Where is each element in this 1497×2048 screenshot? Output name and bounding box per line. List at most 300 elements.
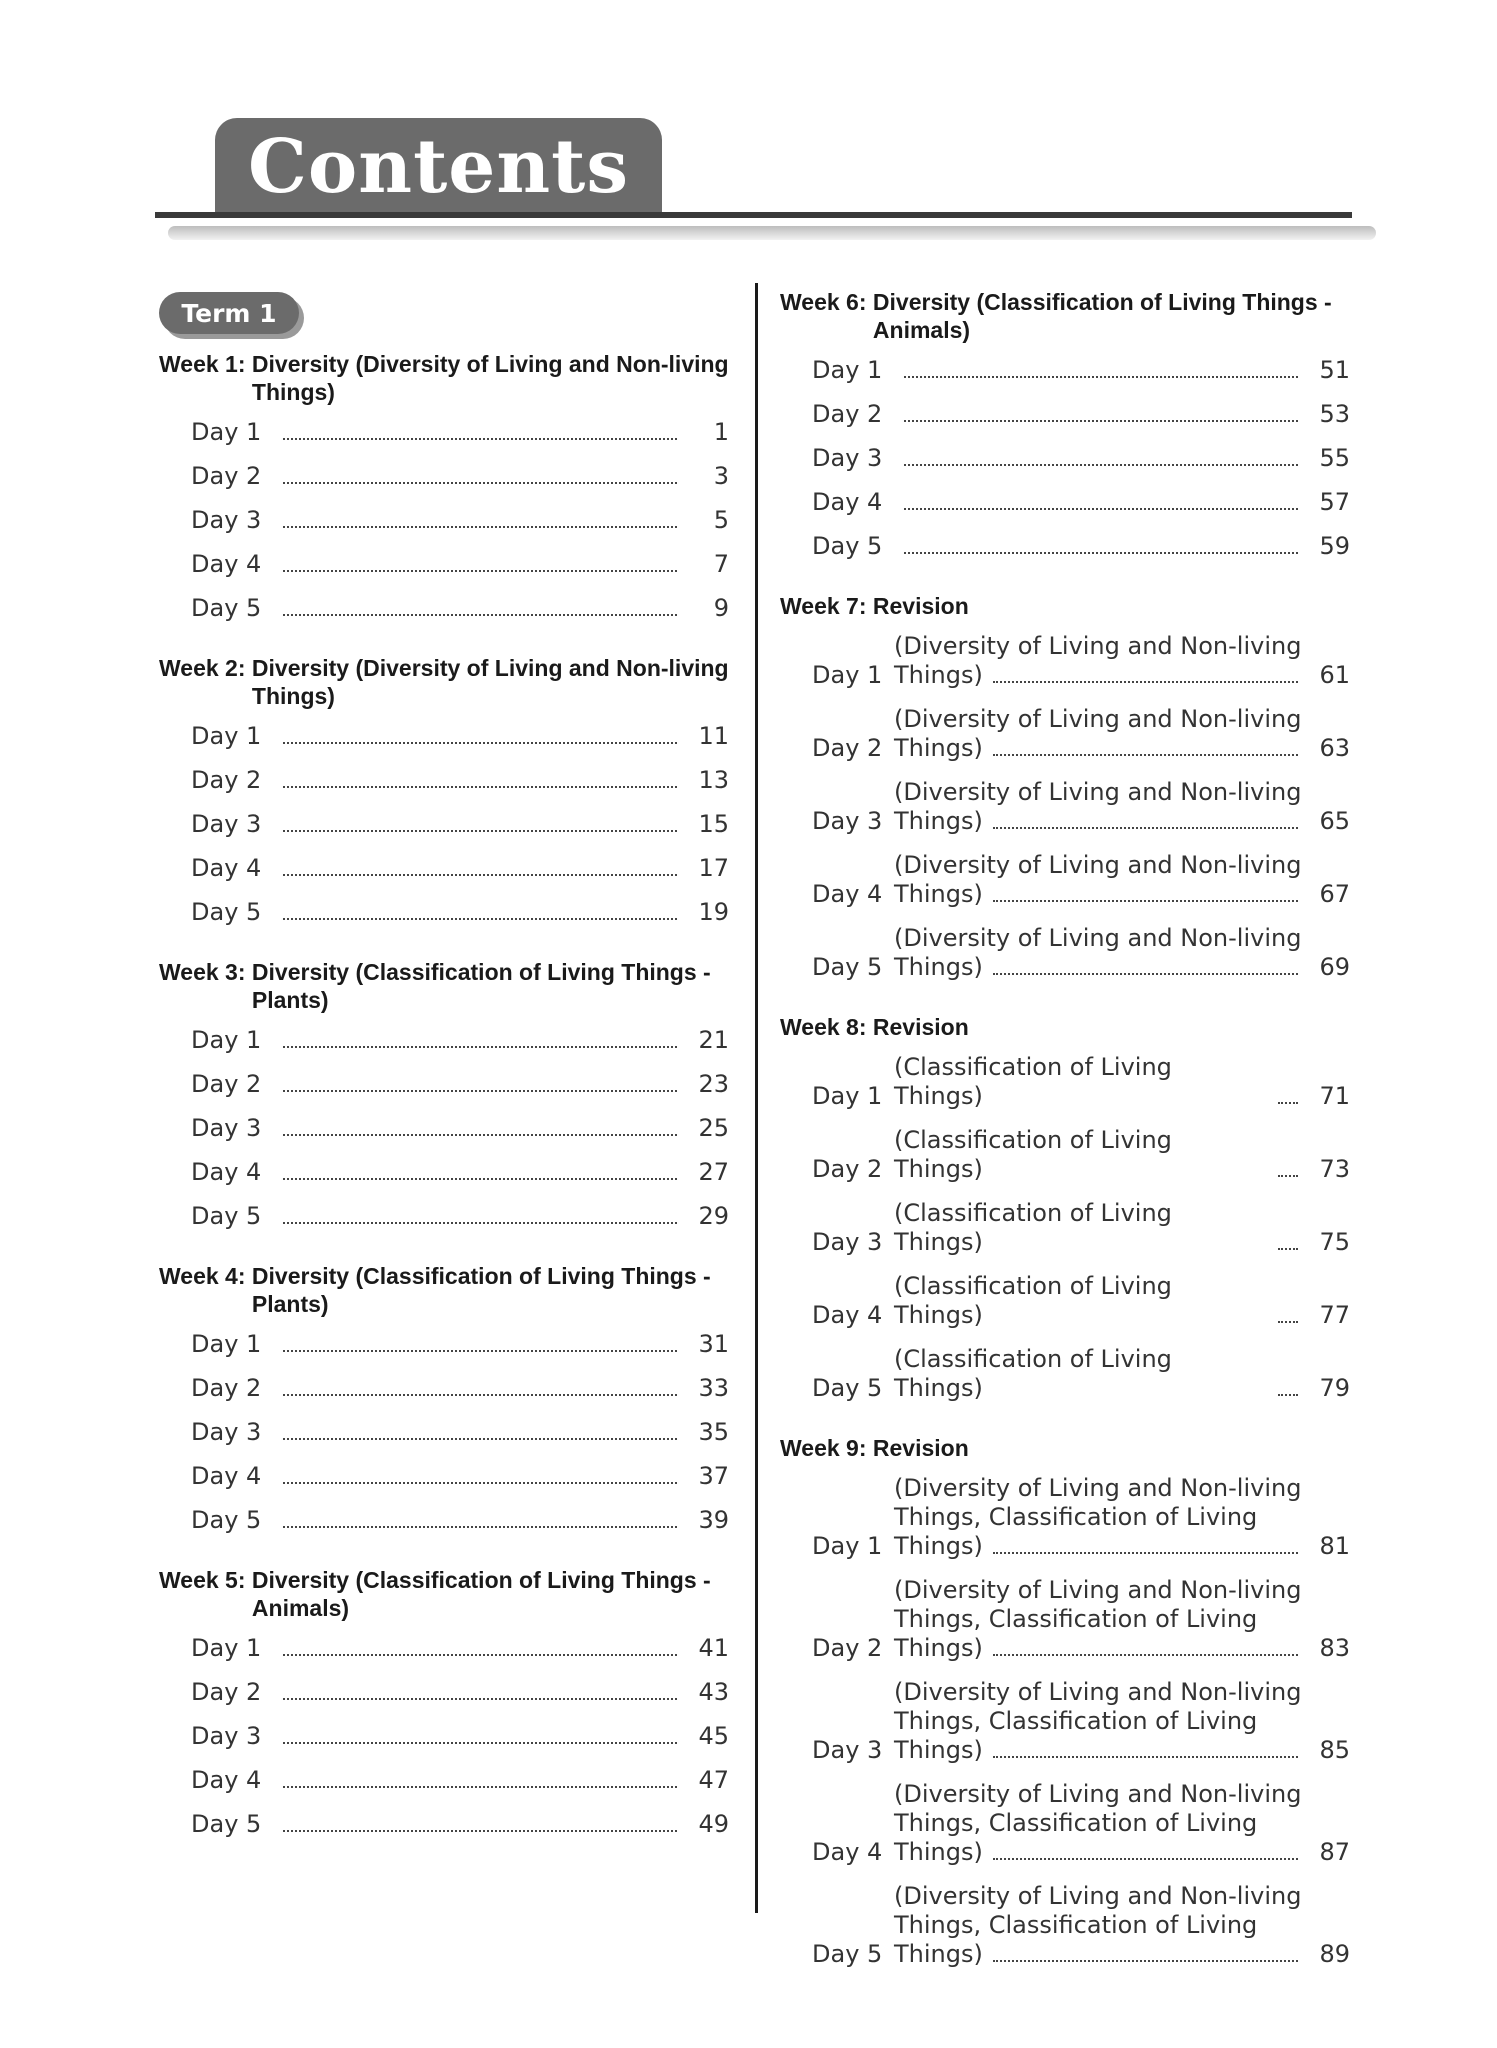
- toc-entry-text: (Diversity of Living and Non-living: [894, 1882, 1302, 1910]
- toc-entry-text: Things): [894, 1838, 983, 1866]
- toc-page-number: 21: [698, 1026, 729, 1054]
- week-label: Week 7:: [780, 593, 867, 619]
- toc-day-label: Day 1: [812, 1532, 883, 1560]
- toc-page-number: 49: [698, 1810, 729, 1838]
- page-title: Contents: [248, 124, 629, 210]
- dot-leader: [904, 376, 1298, 378]
- dot-leader: [283, 1786, 677, 1788]
- toc-day-label: Day 4: [812, 880, 883, 908]
- toc-page-number: 89: [1319, 1940, 1350, 1968]
- toc-entry[interactable]: [812, 1199, 1350, 1257]
- toc-entry-body: [894, 356, 1350, 385]
- week-heading: [159, 1566, 729, 1622]
- toc-page-number: 71: [1319, 1082, 1350, 1110]
- week-section: [159, 1566, 729, 1839]
- dot-leader: [993, 1756, 1298, 1758]
- toc-entry-body: [273, 722, 729, 751]
- toc-page-number: 33: [698, 1374, 729, 1402]
- toc-entry-last-line: [894, 953, 1350, 982]
- toc-entry[interactable]: [191, 462, 729, 491]
- toc-entry-text: Things): [894, 734, 983, 762]
- toc-entry-text: Things): [894, 1940, 983, 1968]
- toc-entry-list: [159, 722, 729, 927]
- toc-entry-body: [894, 705, 1350, 763]
- toc-entry[interactable]: [812, 924, 1350, 982]
- dot-leader: [1278, 1102, 1298, 1104]
- dot-leader: [283, 1350, 677, 1352]
- toc-entry[interactable]: [191, 1810, 729, 1839]
- toc-day-label: Day 5: [191, 594, 262, 622]
- toc-day-label: Day 1: [812, 661, 883, 689]
- week-heading: [159, 958, 729, 1014]
- week-label: Week 8:: [780, 1014, 867, 1040]
- toc-entry[interactable]: [191, 1634, 729, 1663]
- toc-entry[interactable]: [191, 722, 729, 751]
- week-title-text: Diversity (Classification of Living Things - Animals): [872, 289, 1332, 343]
- toc-entry-body: [894, 1882, 1350, 1969]
- toc-entry[interactable]: [812, 778, 1350, 836]
- toc-entry-text: Things): [894, 880, 983, 908]
- toc-entry-body: [894, 1576, 1350, 1663]
- toc-day-label: Day 2: [812, 400, 883, 428]
- dot-leader: [993, 900, 1298, 902]
- toc-entry-body: [894, 1345, 1350, 1403]
- week-heading: [780, 592, 1350, 620]
- toc-entry-text: (Classification of Living Things): [894, 1199, 1172, 1256]
- toc-entry-body: [273, 418, 729, 447]
- toc-entry[interactable]: [191, 1202, 729, 1231]
- dot-leader: [993, 827, 1298, 829]
- toc-day-label: Day 5: [812, 1374, 883, 1402]
- week-label: Week 5:: [159, 1567, 246, 1593]
- toc-entry-last-line: [894, 1838, 1350, 1867]
- dot-leader: [283, 1698, 677, 1700]
- toc-entry-body: [273, 550, 729, 579]
- toc-day-label: Day 1: [191, 1634, 262, 1662]
- toc-entry-text: (Diversity of Living and Non-living: [894, 705, 1302, 733]
- toc-entry-list: [159, 418, 729, 623]
- toc-day-label: Day 3: [812, 1228, 883, 1256]
- toc-entry-body: [273, 810, 729, 839]
- toc-entry[interactable]: [191, 1678, 729, 1707]
- dot-leader: [904, 552, 1298, 554]
- toc-entry-list: [159, 1330, 729, 1535]
- dot-leader: [993, 973, 1298, 975]
- toc-entry[interactable]: [812, 356, 1350, 385]
- toc-entry[interactable]: [812, 400, 1350, 429]
- toc-page-number: 5: [713, 506, 729, 534]
- dot-leader: [283, 1134, 677, 1136]
- toc-entry-body: [273, 462, 729, 491]
- dot-leader: [283, 874, 677, 876]
- toc-entry-body: [273, 898, 729, 927]
- toc-day-label: Day 1: [812, 1082, 883, 1110]
- week-title-text: Diversity (Diversity of Living and Non-living Things): [251, 351, 729, 405]
- toc-day-label: Day 5: [812, 532, 883, 560]
- toc-entry-body: [273, 1114, 729, 1143]
- toc-page-number: 47: [698, 1766, 729, 1794]
- dot-leader: [993, 1960, 1298, 1962]
- week-section: [159, 350, 729, 623]
- toc-entry-text: (Classification of Living Things): [894, 1345, 1172, 1402]
- toc-page-number: 65: [1319, 807, 1350, 835]
- toc-entry[interactable]: [812, 1780, 1350, 1867]
- dot-leader: [283, 1178, 677, 1180]
- toc-entry-body: [273, 1678, 729, 1707]
- toc-entry-body: [894, 1780, 1350, 1867]
- dot-leader: [283, 830, 677, 832]
- toc-day-label: Day 5: [191, 1506, 262, 1534]
- toc-entry-last-line: [894, 1634, 1350, 1663]
- toc-entry[interactable]: [191, 854, 729, 883]
- toc-page-number: 25: [698, 1114, 729, 1142]
- week-title-text: Revision: [872, 1014, 969, 1040]
- week-heading: [780, 1013, 1350, 1041]
- toc-page-number: 55: [1319, 444, 1350, 472]
- toc-entry-body: [894, 632, 1350, 690]
- dot-leader: [283, 742, 677, 744]
- toc-day-label: Day 3: [191, 506, 262, 534]
- toc-page-number: 73: [1319, 1155, 1350, 1183]
- toc-entry[interactable]: [812, 1345, 1350, 1403]
- dot-leader: [904, 420, 1298, 422]
- week-title-text: Diversity (Classification of Living Things - Plants): [251, 1263, 711, 1317]
- toc-entry[interactable]: [191, 1374, 729, 1403]
- week-label: Week 2:: [159, 655, 246, 681]
- title-rule: [155, 212, 1352, 218]
- toc-page-number: 81: [1319, 1532, 1350, 1560]
- toc-day-label: Day 3: [812, 444, 883, 472]
- toc-entry-text: Things): [894, 1532, 983, 1560]
- title-shadow: [168, 226, 1376, 240]
- toc-entry-body: [273, 506, 729, 535]
- toc-page-number: 39: [698, 1506, 729, 1534]
- toc-page-number: 35: [698, 1418, 729, 1446]
- toc-entry-text: (Diversity of Living and Non-living: [894, 1678, 1302, 1706]
- week-heading: [159, 350, 729, 406]
- week-section: [780, 288, 1350, 561]
- toc-day-label: Day 1: [812, 356, 883, 384]
- toc-entry-text: Things): [894, 953, 983, 981]
- toc-entry[interactable]: [191, 1462, 729, 1491]
- toc-entry-body: [273, 1766, 729, 1795]
- dot-leader: [1278, 1321, 1298, 1323]
- dot-leader: [283, 482, 677, 484]
- toc-page-number: 15: [698, 810, 729, 838]
- toc-entry-text: (Diversity of Living and Non-living: [894, 778, 1302, 806]
- toc-day-label: Day 5: [812, 953, 883, 981]
- dot-leader: [283, 438, 677, 440]
- toc-page-number: 31: [698, 1330, 729, 1358]
- toc-entry[interactable]: [191, 1766, 729, 1795]
- toc-day-label: Day 3: [191, 1722, 262, 1750]
- toc-entry-text: (Diversity of Living and Non-living: [894, 632, 1302, 660]
- toc-page-number: 3: [713, 462, 729, 490]
- week-label: Week 1:: [159, 351, 246, 377]
- toc-page-number: 75: [1319, 1228, 1350, 1256]
- toc-entry-body: [273, 1722, 729, 1751]
- week-heading: [159, 654, 729, 710]
- toc-day-label: Day 2: [812, 1634, 883, 1662]
- toc-entry[interactable]: [191, 1070, 729, 1099]
- dot-leader: [1278, 1175, 1298, 1177]
- toc-page-number: 85: [1319, 1736, 1350, 1764]
- toc-day-label: Day 2: [191, 1678, 262, 1706]
- toc-entry-body: [894, 851, 1350, 909]
- week-section: [780, 1434, 1350, 1969]
- toc-entry-body: [273, 1202, 729, 1231]
- toc-day-label: Day 4: [191, 550, 262, 578]
- toc-entry-text: (Diversity of Living and Non-living: [894, 851, 1302, 879]
- toc-day-label: Day 4: [812, 488, 883, 516]
- week-title-text: Diversity (Classification of Living Things - Animals): [251, 1567, 711, 1621]
- toc-entry-text: (Diversity of Living and Non-living: [894, 1474, 1302, 1502]
- dot-leader: [904, 464, 1298, 466]
- toc-entry[interactable]: [191, 766, 729, 795]
- toc-page-number: 51: [1319, 356, 1350, 384]
- toc-entry-text: (Classification of Living Things): [894, 1053, 1172, 1110]
- toc-page-number: 45: [698, 1722, 729, 1750]
- toc-page-number: 7: [713, 550, 729, 578]
- term-label: Term 1: [181, 298, 277, 328]
- toc-page-number: 69: [1319, 953, 1350, 981]
- contents-title-tab: [215, 118, 662, 216]
- dot-leader: [1278, 1394, 1298, 1396]
- toc-entry[interactable]: [812, 1272, 1350, 1330]
- toc-entry[interactable]: [812, 1126, 1350, 1184]
- toc-entry-list: [780, 1474, 1350, 1969]
- toc-page-number: 13: [698, 766, 729, 794]
- dot-leader: [283, 1830, 677, 1832]
- toc-entry[interactable]: [191, 506, 729, 535]
- toc-entry-last-line: [894, 734, 1350, 763]
- toc-day-label: Day 5: [812, 1940, 883, 1968]
- toc-entry-last-line: [894, 1736, 1350, 1765]
- toc-entry[interactable]: [191, 1158, 729, 1187]
- toc-entry-body: [273, 1374, 729, 1403]
- toc-entry-last-line: [894, 1532, 1350, 1561]
- toc-entry-text: Things, Classification of Living: [894, 1809, 1258, 1837]
- toc-page-number: 53: [1319, 400, 1350, 428]
- toc-entry-text: Things, Classification of Living: [894, 1911, 1258, 1939]
- toc-entry[interactable]: [812, 532, 1350, 561]
- toc-entry-text: (Classification of Living Things): [894, 1126, 1172, 1183]
- toc-page-number: 67: [1319, 880, 1350, 908]
- toc-day-label: Day 3: [812, 1736, 883, 1764]
- toc-entry[interactable]: [812, 488, 1350, 517]
- toc-entry-list: [780, 356, 1350, 561]
- toc-entry-last-line: [894, 807, 1350, 836]
- toc-entry-list: [159, 1026, 729, 1231]
- dot-leader: [993, 681, 1298, 683]
- toc-entry[interactable]: [191, 898, 729, 927]
- toc-day-label: Day 1: [191, 1330, 262, 1358]
- toc-page-number: 29: [698, 1202, 729, 1230]
- toc-day-label: Day 4: [812, 1838, 883, 1866]
- toc-entry-body: [273, 1070, 729, 1099]
- toc-entry-body: [894, 1053, 1350, 1111]
- toc-entry[interactable]: [191, 810, 729, 839]
- toc-entry-body: [894, 444, 1350, 473]
- toc-day-label: Day 3: [812, 807, 883, 835]
- toc-page-number: 1: [713, 418, 729, 446]
- toc-entry[interactable]: [191, 550, 729, 579]
- toc-entry[interactable]: [812, 1576, 1350, 1663]
- toc-entry-text: Things, Classification of Living: [894, 1503, 1258, 1531]
- week-heading: [780, 288, 1350, 344]
- toc-entry[interactable]: [812, 705, 1350, 763]
- toc-entry[interactable]: [191, 1026, 729, 1055]
- toc-entry-body: [894, 778, 1350, 836]
- toc-entry-body: [273, 1634, 729, 1663]
- toc-entry-list: [159, 1634, 729, 1839]
- toc-page-number: 59: [1319, 532, 1350, 560]
- toc-entry-text: Things): [894, 661, 983, 689]
- toc-entry-last-line: [894, 880, 1350, 909]
- toc-entry[interactable]: [191, 418, 729, 447]
- toc-entry-body: [894, 1199, 1350, 1257]
- toc-day-label: Day 2: [812, 734, 883, 762]
- toc-entry[interactable]: [191, 594, 729, 623]
- toc-day-label: Day 2: [191, 766, 262, 794]
- toc-entry[interactable]: [812, 1882, 1350, 1969]
- toc-day-label: Day 5: [191, 1810, 262, 1838]
- toc-entry-body: [273, 594, 729, 623]
- column-divider: [755, 283, 758, 1913]
- toc-entry-body: [894, 532, 1350, 561]
- toc-entry-list: [780, 1053, 1350, 1403]
- week-heading: [780, 1434, 1350, 1462]
- week-section: [159, 958, 729, 1231]
- week-section: [780, 1013, 1350, 1403]
- toc-entry[interactable]: [812, 1053, 1350, 1111]
- toc-entry-body: [273, 1330, 729, 1359]
- dot-leader: [283, 786, 677, 788]
- toc-entry-body: [894, 1272, 1350, 1330]
- toc-day-label: Day 4: [191, 1158, 262, 1186]
- toc-page-number: 79: [1319, 1374, 1350, 1402]
- toc-day-label: Day 4: [812, 1301, 883, 1329]
- term-badge: [159, 292, 299, 334]
- toc-entry[interactable]: [191, 1114, 729, 1143]
- toc-page-number: 77: [1319, 1301, 1350, 1329]
- toc-entry-body: [273, 1418, 729, 1447]
- toc-page-number: 23: [698, 1070, 729, 1098]
- week-section: [159, 654, 729, 927]
- week-label: Week 4:: [159, 1263, 246, 1289]
- dot-leader: [283, 526, 677, 528]
- toc-entry[interactable]: [812, 444, 1350, 473]
- toc-entry-body: [273, 1462, 729, 1491]
- toc-entry-body: [894, 400, 1350, 429]
- dot-leader: [283, 1090, 677, 1092]
- toc-entry-body: [894, 924, 1350, 982]
- toc-page-number: 17: [698, 854, 729, 882]
- toc-entry[interactable]: [812, 1678, 1350, 1765]
- toc-entry-body: [894, 1678, 1350, 1765]
- toc-entry[interactable]: [191, 1330, 729, 1359]
- left-column: [159, 350, 729, 1870]
- week-label: Week 3:: [159, 959, 246, 985]
- dot-leader: [283, 918, 677, 920]
- toc-entry-body: [273, 1026, 729, 1055]
- toc-entry-text: Things, Classification of Living: [894, 1707, 1258, 1735]
- toc-page-number: 57: [1319, 488, 1350, 516]
- toc-day-label: Day 3: [191, 1418, 262, 1446]
- toc-day-label: Day 5: [191, 898, 262, 926]
- dot-leader: [283, 614, 677, 616]
- toc-page-number: 87: [1319, 1838, 1350, 1866]
- toc-entry-body: [894, 488, 1350, 517]
- toc-page-number: 27: [698, 1158, 729, 1186]
- toc-entry-text: (Diversity of Living and Non-living: [894, 924, 1302, 952]
- dot-leader: [904, 508, 1298, 510]
- week-section: [780, 592, 1350, 982]
- week-heading: [159, 1262, 729, 1318]
- toc-entry-text: Things): [894, 1736, 983, 1764]
- toc-day-label: Day 1: [191, 1026, 262, 1054]
- toc-entry-last-line: [894, 1940, 1350, 1969]
- toc-day-label: Day 4: [191, 854, 262, 882]
- toc-entry[interactable]: [191, 1722, 729, 1751]
- toc-entry-body: [273, 1810, 729, 1839]
- toc-entry-body: [273, 1158, 729, 1187]
- toc-entry-body: [894, 1474, 1350, 1561]
- toc-entry-body: [273, 766, 729, 795]
- toc-entry[interactable]: [812, 851, 1350, 909]
- toc-day-label: Day 2: [191, 462, 262, 490]
- toc-page-number: 43: [698, 1678, 729, 1706]
- toc-day-label: Day 2: [191, 1070, 262, 1098]
- dot-leader: [283, 1394, 677, 1396]
- toc-entry-text: Things, Classification of Living: [894, 1605, 1258, 1633]
- dot-leader: [1278, 1248, 1298, 1250]
- toc-page-number: 37: [698, 1462, 729, 1490]
- toc-day-label: Day 3: [191, 810, 262, 838]
- dot-leader: [993, 1858, 1298, 1860]
- week-title-text: Diversity (Diversity of Living and Non-living Things): [251, 655, 729, 709]
- toc-day-label: Day 2: [812, 1155, 883, 1183]
- toc-entry-body: [273, 854, 729, 883]
- toc-page-number: 9: [713, 594, 729, 622]
- toc-entry[interactable]: [812, 1474, 1350, 1561]
- dot-leader: [283, 1438, 677, 1440]
- toc-entry-text: Things): [894, 807, 983, 835]
- toc-page-number: 63: [1319, 734, 1350, 762]
- toc-page-number: 41: [698, 1634, 729, 1662]
- dot-leader: [283, 1654, 677, 1656]
- dot-leader: [283, 1222, 677, 1224]
- toc-entry-body: [894, 1126, 1350, 1184]
- week-title-text: Revision: [872, 593, 969, 619]
- toc-entry[interactable]: [191, 1418, 729, 1447]
- dot-leader: [283, 570, 677, 572]
- toc-entry[interactable]: [191, 1506, 729, 1535]
- right-column: [780, 288, 1350, 2000]
- week-section: [159, 1262, 729, 1535]
- week-title-text: Revision: [872, 1435, 969, 1461]
- dot-leader: [283, 1482, 677, 1484]
- dot-leader: [283, 1046, 677, 1048]
- dot-leader: [283, 1742, 677, 1744]
- toc-day-label: Day 4: [191, 1766, 262, 1794]
- toc-entry-body: [273, 1506, 729, 1535]
- toc-page-number: 83: [1319, 1634, 1350, 1662]
- week-title-text: Diversity (Classification of Living Things - Plants): [251, 959, 711, 1013]
- toc-entry[interactable]: [812, 632, 1350, 690]
- toc-day-label: Day 1: [191, 722, 262, 750]
- toc-entry-text: (Classification of Living Things): [894, 1272, 1172, 1329]
